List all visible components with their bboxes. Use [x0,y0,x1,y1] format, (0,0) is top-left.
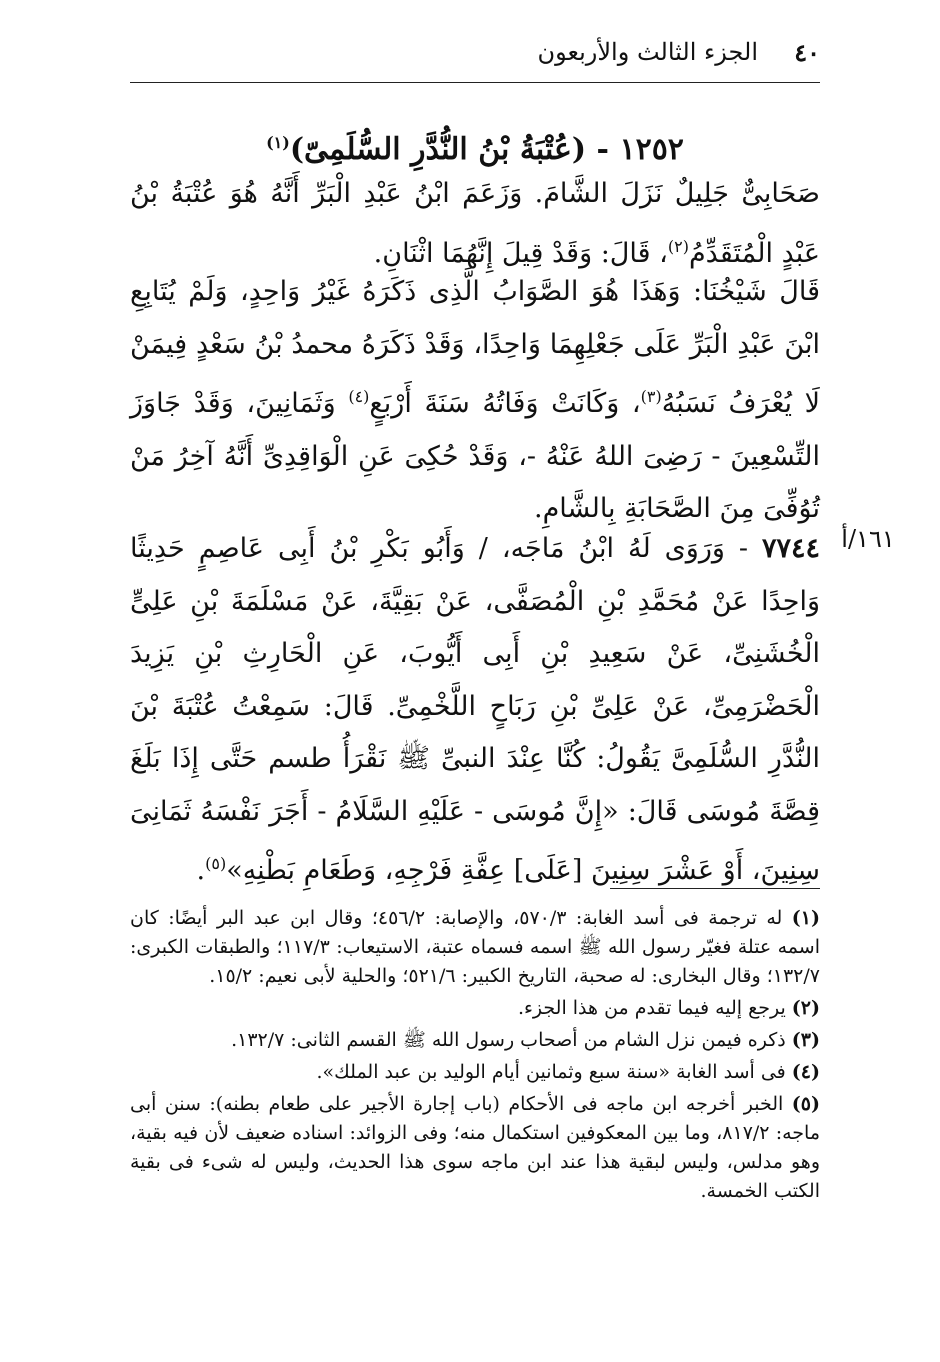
footnote-number: (٥) [791,1093,820,1115]
paragraph-1-text-b: ، قَالَ: وَقَدْ قِيلَ إِنَّهُمَا اثْنَانِ. [373,237,668,269]
footnotes [130,904,820,1209]
footnote-ref-3: (٣) [640,387,662,406]
footnote-number: (٤) [791,1061,820,1083]
header-rule [130,82,820,83]
footnote-5 [130,1090,820,1206]
paragraph-2-text-c: وَثَمَانِينَ، وَقَدْ جَاوَزَ التِّسْعِينَ - رَضِىَ اللهُ عَنْهُ -، وَقَدْ حُكِىَ عَنِ الْوَاقِدِىِّ أَنَّهُ آخِرُ مَنْ تُوُفِّىَ مِنَ الصَّحَابَةِ بِالشَّامِ. [130,388,820,524]
paragraph-3-text-a: - وَرَوَى لَهُ ابْنُ مَاجَه، / وَأَبُو بَكْرِ بْنُ أَبِى عَاصِمٍ حَدِيثًا وَاحِدًا عَنْ مُحَمَّدِ بْنِ الْمُصَفَّى، عَنْ بَقِيَّةَ، عَنْ مَسْلَمَةَ بْنِ عَلِىٍّ الْخُشَنِىِّ، عَنْ سَعِيدِ بْنِ أَبِى أَيُّوبَ، عَنِ الْحَارِثِ بْنِ يَزِيدَ الْحَضْرَمِىِّ، عَنْ عَلِىِّ بْنِ رَبَاحٍ اللَّخْمِىِّ. قَالَ: سَمِعْتُ عُتْبَةَ بْنَ النُّدَّرِ السُّلَمِىَّ يَقُولُ: كُنَّا عِنْدَ النبىِّ ﷺ نَقْرَأُ طسم حَتَّى إِذَا بَلَغَ قِصَّةَ مُوسَى قَالَ: «إِنَّ مُوسَى - عَلَيْهِ السَّلَامُ - أَجَرَ نَفْسَهُ ثَمَانِىَ سِنِينَ، أَوْ عَشْرَ سِنِينَ [عَلَى] عِفَّةِ فَرْجِهِ، وَطَعَامِ بَطْنِهِ» [130,533,820,886]
paragraph-2-text-b: ، وَكَانَتْ وَفَاتُهُ سَنَةَ أَرْبَعٍ [369,388,641,419]
footnote-ref-1: (١) [266,133,290,152]
paragraph-1-text-a: صَحَابِىٌّ جَلِيلٌ نَزَلَ الشَّامَ. وَزَعَمَ ابْنُ عَبْدِ الْبَرِّ أَنَّهُ هُوَ عُتْبَةُ بْنُ عَبْدٍ الْمُتَقَدِّمُ [130,178,820,269]
footnote-text: يرجع إليه فيما تقدم من هذا الجزء. [517,997,786,1019]
footnote-text: له ترجمة فى أسد الغابة: ٥٧٠/٣، والإصابة: ٤٥٦/٢؛ وقال ابن عبد البر أيضًا: كان اسمه عتلة فغيّر رسول الله ﷺ اسمه فسماه عتبة، الاستيعاب: ١١٧/٣؛ والطبقات الكبرى: ١٣٢/٧؛ وقال البخارى: له صحبة، التاريخ الكبير: ٥٢١/٦؛ والحلية لأبى نعيم: ١٥/٢. [130,907,820,987]
manuscript-folio-note: ١٦١/أ [841,525,895,553]
footnote-ref-4: (٤) [348,387,370,406]
footnote-text: ذكره فيمن نزل الشام من أصحاب رسول الله ﷺ القسم الثانى: ١٣٢/٧. [231,1029,786,1051]
hadith-number: ٧٧٤٤ [761,533,820,564]
footnote-4 [130,1058,820,1087]
footnote-text: فى أسد الغابة «سنة سبع وثمانين أيام الوليد بن عبد الملك». [316,1061,786,1083]
page-number: ٤٠ [794,38,820,67]
entry-heading [130,118,820,175]
footnote-number: (٢) [791,997,820,1019]
footnote-ref-5: (٥) [205,854,227,873]
paragraph-3 [130,523,820,898]
footnote-2 [130,994,820,1023]
footnote-number: (٣) [791,1029,820,1051]
entry-number: ١٢٥٢ [619,132,684,167]
paragraph-2-text-a: قَالَ شَيْخُنَا: وَهَذَا هُوَ الصَّوَابُ الَّذِى ذَكَرَهُ غَيْرُ وَاحِدٍ، وَلَمْ يُتَابِعِ ابْنَ عَبْدِ الْبَرِّ عَلَى جَعْلِهِمَا وَاحِدًا، وَقَدْ ذَكَرَهُ محمدُ بْنُ سَعْدٍ فِيمَنْ لَا يُعْرَفُ نَسَبُهُ [130,276,821,419]
footnote-number: (١) [791,907,820,929]
footnote-3 [130,1026,820,1055]
footnote-separator [610,888,820,889]
paragraph-1 [130,168,820,280]
paragraph-2 [130,266,820,536]
entry-title: - (عُتْبَةُ بْنُ النُّدَّرِ السُّلَمِىّ) [289,132,610,167]
footnote-1 [130,904,820,991]
running-title: الجزء الثالث والأربعون [537,38,758,66]
page-header [130,38,820,78]
footnote-text: الخبر أخرجه ابن ماجه فى الأحكام (باب إجارة الأجير على طعام بطنه): سنن أبى ماجه: ٨١٧/٢، وما بين المعكوفين استكمال منه؛ وفى الزوائد: اسناده ضعيف لأن فيه بقية، وهو مدلس، وليس لبقية هذا عند ابن ماجه سوى هذا الحديث، وليس له شىء فى بقية الكتب الخمسة. [130,1093,820,1202]
paragraph-3-text-b: . [196,855,206,886]
footnote-ref-2: (٢) [667,236,689,256]
